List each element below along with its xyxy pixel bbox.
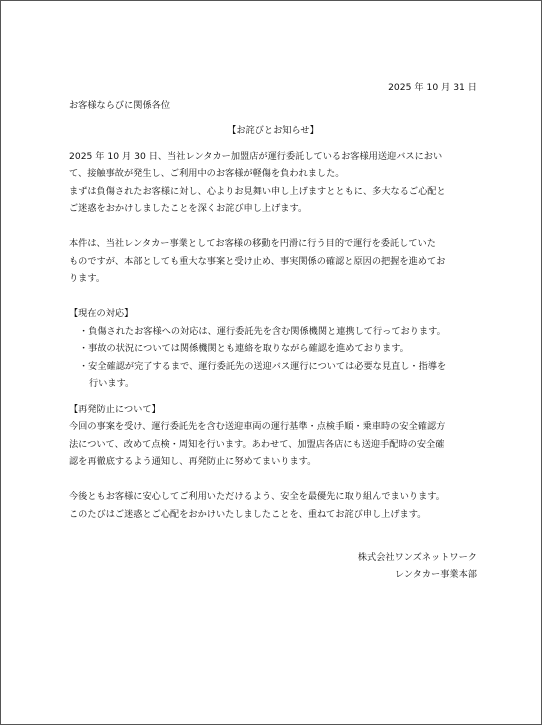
paragraph-line: 今回の事案を受け、運行委託先を含む送迎車両の運行基準・点検手順・乗車時の安全確認方	[69, 421, 446, 432]
body-paragraph	[69, 235, 477, 288]
closing-paragraph	[69, 488, 477, 523]
paragraph-line: ご迷惑をおかけしましたことを深くお詫び申し上げます。	[69, 203, 308, 214]
section-heading-prevention: 【再発防止について】	[69, 403, 161, 415]
paragraph-line: 本件は、当社レンタカー事業としてお客様の移動を円滑に行う目的で運行を委託していた	[69, 238, 436, 249]
prevention-section	[69, 401, 477, 471]
signature-block	[69, 549, 477, 584]
paragraph-line: 法について、改めて点検・周知を行います。あわせて、加盟店各店にも送迎手配時の安全確	[69, 438, 445, 450]
paragraph-line: ります。	[69, 273, 106, 284]
department-name: レンタカー事業本部	[394, 569, 477, 580]
letter-date: 2025 年 10 月 31 日	[388, 82, 477, 93]
paragraph-line: 2025 年 10 月 30 日、当社レンタカー加盟店が運行委託しているお客様用送迎バスにおい	[69, 150, 443, 162]
paragraph-line: ものですが、本部としても重大な事案と受け止め、事実関係の確認と原因の把握を進めてお	[69, 255, 446, 267]
section-heading-current: 【現在の対応】	[69, 308, 134, 319]
intro-paragraph	[69, 148, 477, 218]
company-name: 株式会社ワンズネットワーク	[357, 551, 477, 563]
paragraph-line: まずは負傷されたお客様に対し、心よりお見舞い申し上げますとともに、多大なるご心配と	[69, 185, 446, 197]
paragraph-line: このたびはご迷惑とご心配をおかけいたしましたことを、重ねてお詫び申し上げます。	[69, 508, 427, 520]
paragraph-line: 今後ともお客様に安心してご利用いただけるよう、安全を最優先に取り組んでまいります。	[69, 491, 445, 502]
bullet-item: ・事故の状況については関係機関とも連絡を取りながら確認を進めております。	[79, 343, 409, 354]
addressee: お客様ならびに関係各位	[69, 99, 171, 111]
bullet-item-continuation: 行います。	[89, 378, 135, 389]
bullet-item: ・安全確認が完了するまで、運行委託先の送迎バス運行については必要な見直し・指導を	[79, 360, 447, 372]
letter-body	[69, 79, 477, 584]
paragraph-line: 認を再徹底するよう通知し、再発防止に努めてまいります。	[69, 456, 317, 467]
letter-title: 【お詫びとお知らせ】	[227, 125, 319, 136]
bullet-item: ・負傷されたお客様への対応は、運行委託先を含む関係機関と連携して行っております。	[79, 325, 446, 337]
paragraph-line: て、接触事故が発生し、ご利用中のお客様が軽傷を負われました。	[69, 168, 345, 179]
current-response-section	[69, 305, 477, 393]
